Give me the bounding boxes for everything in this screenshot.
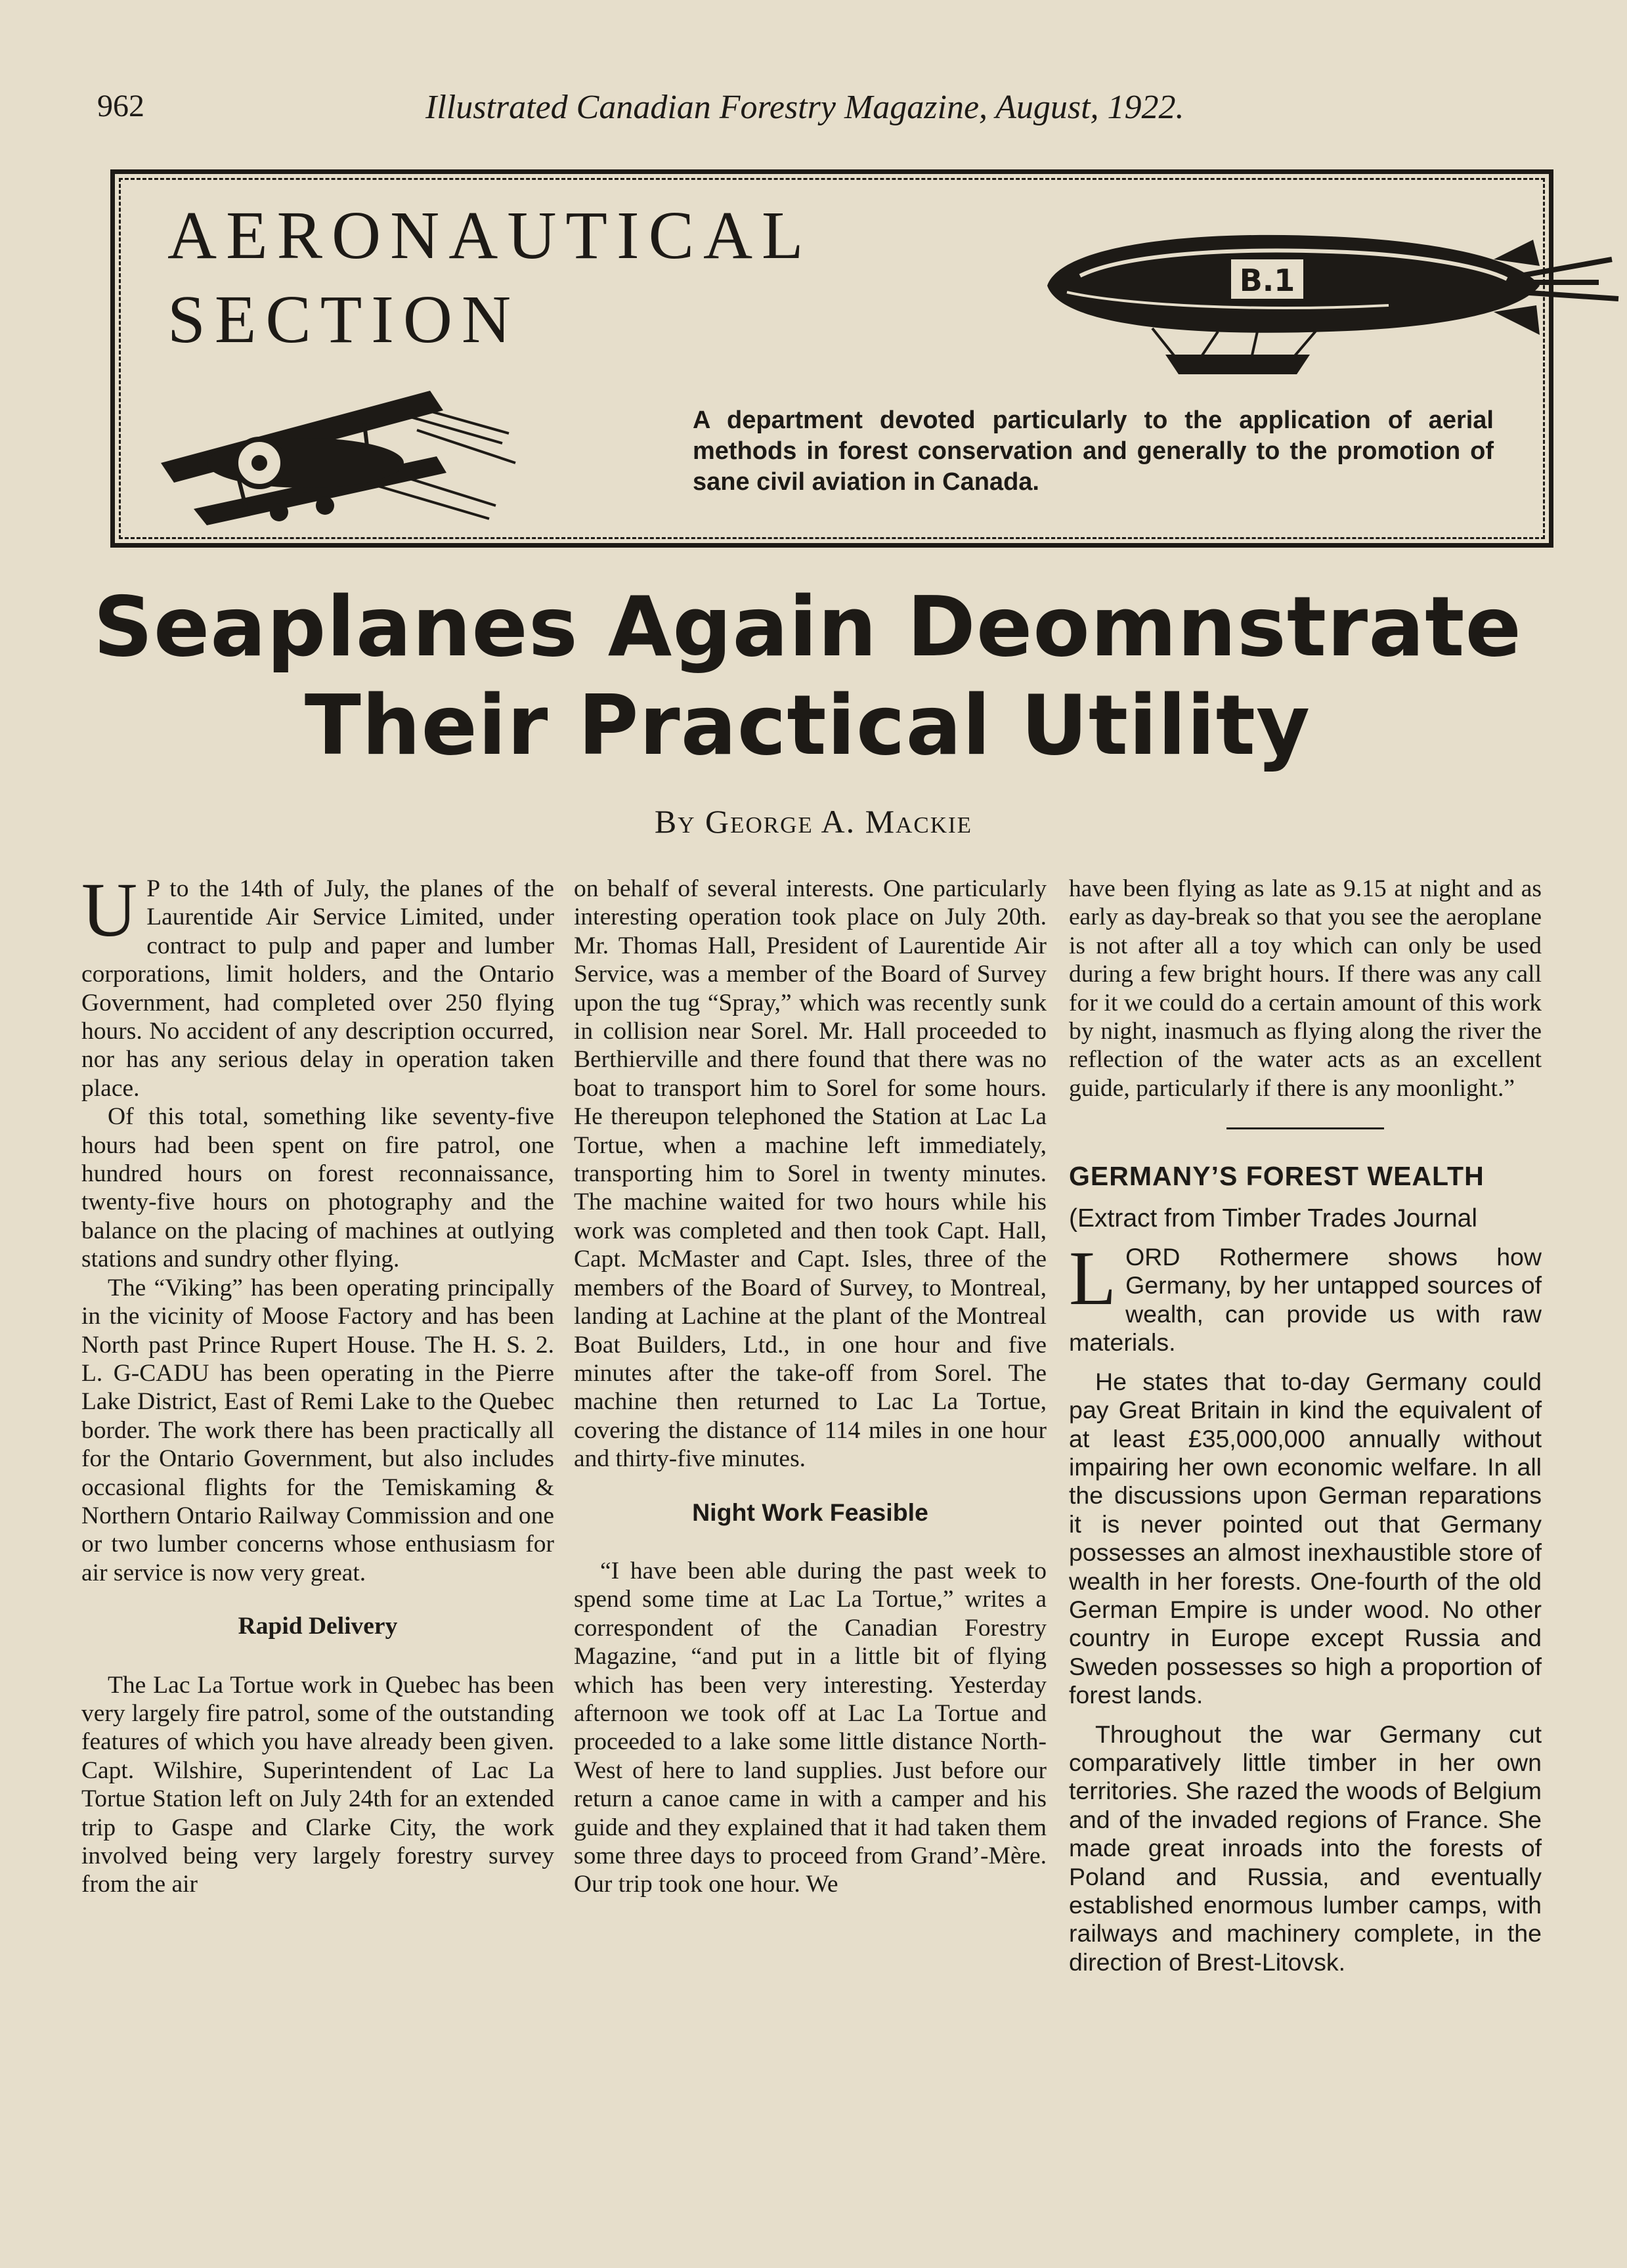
- sidebar-paragraph-1: [1069, 1235, 1542, 1357]
- drop-cap-l: L: [1069, 1235, 1117, 1322]
- article-paragraph-5-part1: “I have been able during the past week to spend some time at Lac La Tortue,” writes a correspondent of the Canadian Forestry Magazine, “and put in a little bit of flying which has been very interesting. Yesterday afternoon we took off at Lac La Tortue and proceeded to a lake some little distance North-West of here to land supplies. Just before our return a canoe came in with a camper and his guide and they explained that it had taken them some three days to proceed from Grand’-Mère. Our trip took one hour. We: [574, 1557, 1047, 1898]
- article-paragraph-3: The “Viking” has been operating principally in the vicinity of Moose Factory and has been North past Prince Rupert House. The H. S. 2. L. G-CADU has been operating in the Pierre Lake District, East of Remi Lake to the Quebec border. The work there has been practically all for the Ontario Government, but also includes occasional flights for the Temiskaming & Northern Ontario Railway Commission and one or two lumber concerns whose enthusiasm for air service is now very great.: [81, 1274, 554, 1586]
- airship-marking: B.1: [1239, 263, 1295, 298]
- section-description: A department devoted particularly to the application of aerial methods in forest conservation and generally to the promotion of sane civil aviation in Canada.: [693, 406, 1494, 496]
- subhead-rapid-delivery: Rapid Delivery: [238, 1613, 398, 1640]
- drop-cap-u: U: [81, 867, 138, 953]
- subhead-night-work-feasible: Night Work Feasible: [692, 1498, 928, 1526]
- byline: By George A. Mackie: [654, 803, 973, 840]
- article-column-2: [574, 875, 1047, 1899]
- section-title-line2: SECTION: [167, 282, 521, 357]
- airship-illustration: [1021, 213, 1625, 384]
- headline-line1: Seaplanes Again Deomnstrate: [93, 578, 1522, 675]
- article-paragraph-1: [81, 867, 554, 1102]
- aeronautical-section-banner: [110, 169, 1553, 548]
- article-column-1: [81, 867, 554, 1899]
- article-paragraph-5-part2: have been flying as late as 9.15 at night and as early as day-break so that you see the aeroplane is not after all a toy which can only be used during a few bright hours. If there was any call for it we could do a certain amount of this work by night, inasmuch as flying along the river the reflection of the water acts as an excellent guide, particularly if there is any moonlight.”: [1069, 875, 1542, 1102]
- section-title: [167, 194, 813, 362]
- running-title: Illustrated Canadian Forestry Magazine, August, 1922.: [425, 89, 1184, 126]
- article-paragraph-4-part2: on behalf of several interests. One particularly interesting operation took place on July 20th. Mr. Thomas Hall, President of Laurentide Air Service, was a member of the Board of Survey upon the tug “Spray,” which was recently sunk in collision near Sorel. Mr. Hall proceeded to Berthierville and there found that there was no boat to transport him to Sorel for some hours. He thereupon telephoned the Station at Lac La Tortue, when a machine left immediately, transporting him to Sorel in twenty minutes. The machine waited for two hours while his work was completed and then took Capt. Hall, Capt. McMaster and Capt. Isles, three of the members of the Board of Survey, to Montreal, landing at Lachine at the plant of the Montreal Boat Builders, Ltd., in one hour and five minutes after the take-off from Sorel. The machine then returned to Lac La Tortue, covering the distance of 114 miles in one hour and thirty-five minutes.: [574, 875, 1047, 1473]
- section-title-line1: AERONAUTICAL: [167, 198, 813, 273]
- article-paragraph-1-text: P to the 14th of July, the planes of the Laurentide Air Service Limited, under contract to pulp and paper and lumber corporations, limit holders, and the Ontario Government, had completed over 250 flying hours. No accident of any description occurred, nor has any serious delay in operation taken place.: [81, 875, 554, 1102]
- headline-line2: Their Practical Utility: [304, 677, 1311, 774]
- sidebar-title: GERMANY’S FOREST WEALTH: [1069, 1161, 1485, 1192]
- article-headline: [66, 578, 1550, 775]
- page-number: 962: [97, 89, 144, 123]
- sidebar-paragraph-2: He states that to-day Germany could pay Great Britain in kind the equivalent of at least £35,000,000 annually without impairing her own economic welfare. In all the discussions upon German reparations it is never pointed out that Germany possesses an almost inexhaustible store of wealth in her forests. One-fourth of the old German Empire is under wood. No other country in Europe except Russia and Sweden possesses so high a proportion of forest lands.: [1069, 1367, 1542, 1709]
- biplane-illustration: [154, 364, 522, 529]
- article-column-3: [1069, 875, 1542, 1976]
- sidebar-source: (Extract from Timber Trades Journal: [1069, 1204, 1478, 1232]
- sidebar-body: [1069, 1204, 1542, 1977]
- page-header: [97, 84, 1450, 137]
- article-paragraph-4-part1: The Lac La Tortue work in Quebec has been very largely fire patrol, some of the outstanding features of which you have already been given. Capt. Wilshire, Superintendent of Lac La Tortue Station left on July 24th for an extended trip to Gaspe and Clarke City, the work involved being very largely forestry survey from the air: [81, 1671, 554, 1898]
- article-paragraph-2: Of this total, something like seventy-five hours had been spent on fire patrol, one hundred hours on forest reconnaissance, twenty-five hours on photography and the balance on the placing of machines at outlying stations and sundry other flying.: [81, 1103, 554, 1273]
- sidebar-paragraph-3: Throughout the war Germany cut comparatively little timber in her own territories. She razed the woods of Belgium and of the invaded regions of France. She made great inroads into the forests of Poland and Russia, and eventually established enormous lumber camps, with railways and machinery complete, in the direction of Brest-Litovsk.: [1069, 1720, 1542, 1976]
- sidebar-paragraph-1-text: ORD Rothermere shows how Germany, by her untapped sources of wealth, can provide us with raw materials.: [1069, 1243, 1542, 1357]
- column-divider-rule: [1226, 1127, 1384, 1129]
